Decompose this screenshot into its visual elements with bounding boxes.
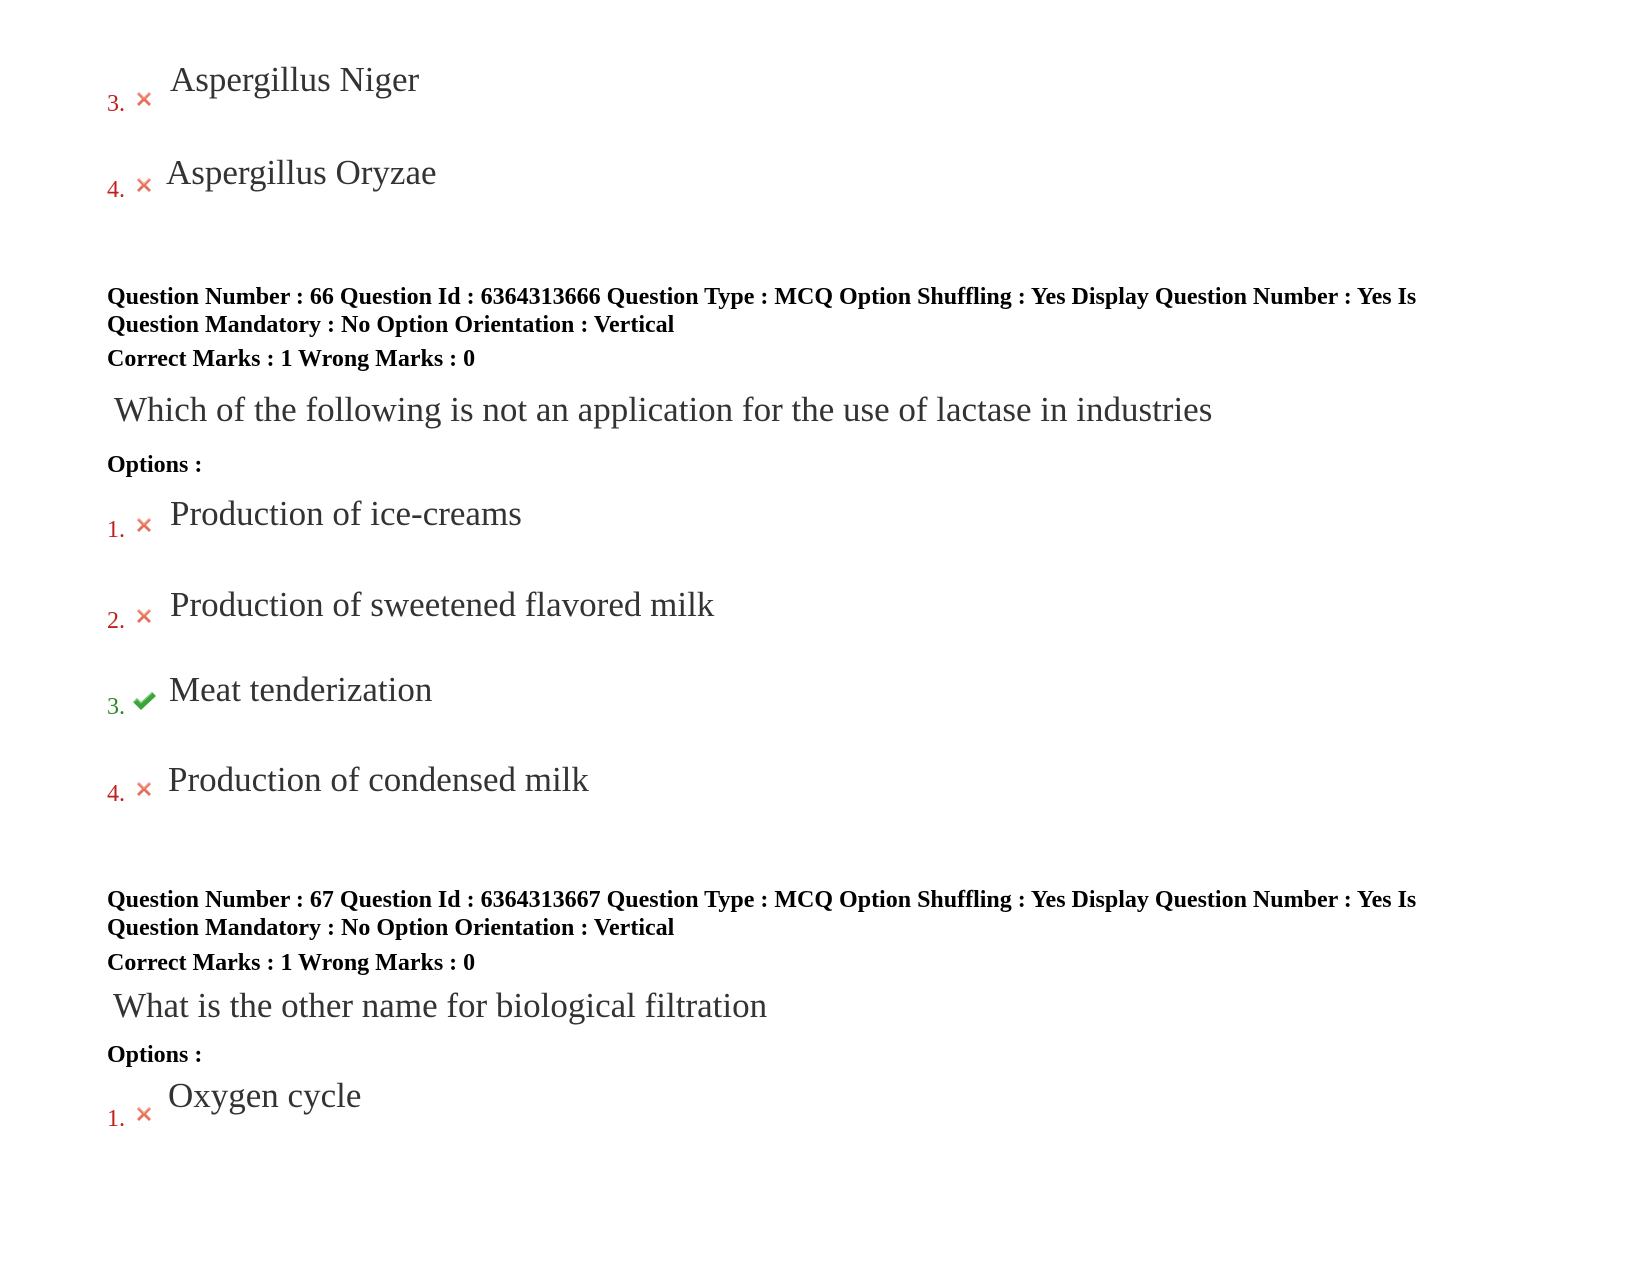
question-marks: Correct Marks : 1 Wrong Marks : 0 [107, 346, 476, 372]
option-number: 4. [107, 177, 125, 203]
question-marks: Correct Marks : 1 Wrong Marks : 0 [107, 950, 476, 976]
option-text: Aspergillus Oryzae [166, 153, 437, 192]
option-text: Production of condensed milk [168, 760, 589, 799]
option-number: 1. [107, 517, 125, 543]
option-number: 4. [107, 781, 125, 807]
option-number: 3. [107, 91, 125, 117]
cross-icon [133, 1103, 155, 1125]
cross-icon [133, 514, 155, 536]
option-text: Production of sweetened flavored milk [170, 585, 715, 624]
question-text: What is the other name for biological filtration [113, 986, 768, 1025]
question-meta-line1: Question Number : 67 Question Id : 6364313667 Question Type : MCQ Option Shuffling : Yes Display Question Number : Yes Is [107, 887, 1417, 913]
option-text: Meat tenderization [169, 670, 433, 709]
option-text: Oxygen cycle [168, 1076, 362, 1115]
question-meta-line1: Question Number : 66 Question Id : 6364313666 Question Type : MCQ Option Shuffling : Yes Display Question Number : Yes Is [107, 284, 1417, 310]
question-text: Which of the following is not an application for the use of lactase in industries [114, 390, 1213, 429]
cross-icon [133, 778, 155, 800]
question-meta-line2: Question Mandatory : No Option Orientation : Vertical [107, 915, 675, 941]
options-label: Options : [107, 1042, 203, 1068]
option-text: Aspergillus Niger [170, 60, 420, 99]
cross-icon [133, 174, 155, 196]
check-icon [131, 690, 157, 712]
cross-icon [133, 88, 155, 110]
option-number: 3. [107, 694, 125, 720]
question-meta-line2: Question Mandatory : No Option Orientation : Vertical [107, 312, 675, 338]
option-number: 1. [107, 1106, 125, 1132]
cross-icon [133, 605, 155, 627]
options-label: Options : [107, 452, 203, 478]
option-number: 2. [107, 608, 125, 634]
option-text: Production of ice-creams [170, 494, 522, 533]
